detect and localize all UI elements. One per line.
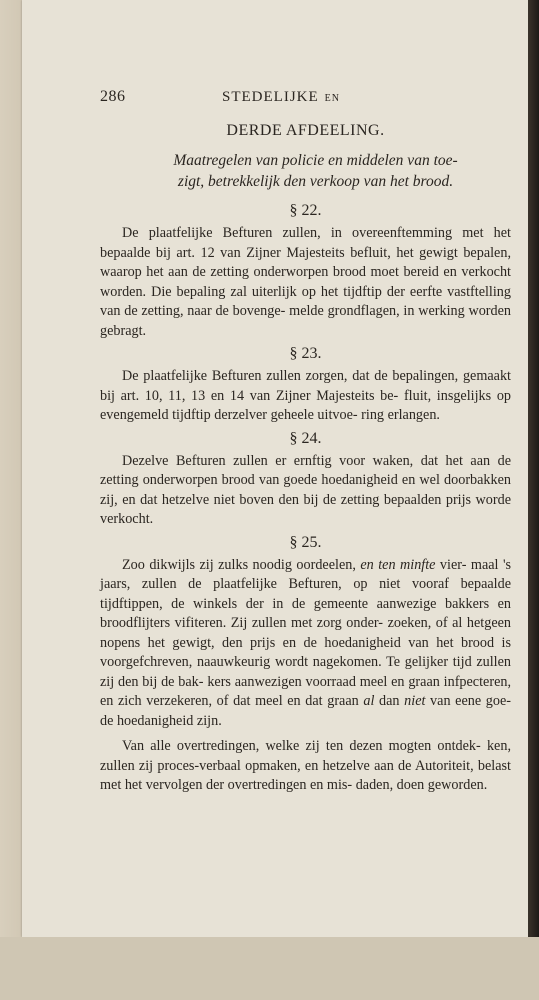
article-paragraph xyxy=(100,224,511,341)
text-segment: Zoo dikwijls zij zulks noodig oordeelen, xyxy=(122,556,361,573)
text-segment: van eene goe- xyxy=(425,693,511,709)
closing-paragraph xyxy=(100,737,511,796)
text-segment-italic: en ten minfte xyxy=(360,556,436,573)
page-number: 286 xyxy=(100,88,126,105)
article-mark: § 23. xyxy=(289,345,322,362)
article-paragraph xyxy=(100,367,511,426)
text-line: bepaalden prijs worde verkocht. xyxy=(100,491,512,527)
section-subtitle xyxy=(122,150,509,192)
text-line: melde grondflagen, in werking worden gebragt. xyxy=(100,303,512,339)
page-edge xyxy=(528,0,539,1000)
text-line: maal 's jaars, zullen de plaatfelijke Befturen, op niet vooraf xyxy=(100,556,512,592)
text-line: Van alle overtredingen, welke zij ten dezen mogten ontdek- xyxy=(122,738,481,754)
text-line: daden, doen geworden. xyxy=(355,777,488,793)
text-line: bakkers en broodflijters vifiteren. Zij zullen met zorg onder- xyxy=(100,595,512,631)
text-line: Autoriteit, belast met het vervolgen der overtredingen en mis- xyxy=(100,757,512,793)
text-line: de hoedanigheid zijn. xyxy=(100,712,222,729)
text-line: bepaalde tijdftippen, de winkels der in de gemeente aanwezige xyxy=(100,576,511,612)
page-text xyxy=(100,88,511,796)
scan-margin xyxy=(0,937,539,1000)
text-line: ring erlangen. xyxy=(361,407,440,423)
page-header xyxy=(100,88,511,114)
text-line: doorbakken zij, en dat hetzelve niet boven den bij de zetting xyxy=(100,472,512,508)
text-line: De plaatfelijke Befturen zullen, in overeenftemming met het xyxy=(122,225,511,241)
text-segment: dan xyxy=(374,693,405,709)
text-line: tijdftip der eerfte vastftelling van de zetting, naar de bovenge- xyxy=(100,283,511,319)
text-line: bepaalde bij art. 12 van Zijner Majesteits befluit, het gewigt xyxy=(100,244,458,261)
section-title: DERDE AFDEELING. xyxy=(226,122,385,139)
running-head-suffix: EN xyxy=(324,93,340,104)
running-head: STEDELIJKE xyxy=(222,89,319,105)
article-paragraph xyxy=(100,556,511,732)
text-line: De plaatfelijke Befturen zullen zorgen, dat de bepalingen, xyxy=(122,368,459,384)
text-line: fluit, insgelijks op evengemeld tijdftip derzelver geheele uitvoe- xyxy=(100,387,512,423)
text-line: bepalen, waarop het aan de zetting onderworpen brood moet xyxy=(100,244,511,280)
text-line: verzekeren, of dat meel en dat graan xyxy=(146,693,359,709)
article-paragraph xyxy=(100,452,511,530)
text-line: ken, zullen zij proces-verbaal opmaken, en hetzelve aan de xyxy=(100,738,511,774)
text-line: de zetting onderworpen brood van goede hoedanigheid en wel xyxy=(100,452,512,488)
text-line: bereid en verkocht worden. Die bepaling zal uiterlijk op het xyxy=(100,264,511,300)
text-line: zoeken, of al hetgeen nopens het gewigt, den prijs en de xyxy=(100,615,512,651)
text-line: hoedanigheid van het brood is voorgefchreven, naauwkeurig xyxy=(100,634,512,670)
text-segment-italic: al xyxy=(363,693,375,709)
text-line: Dezelve Befturen zullen er ernftig voor waken, dat het aan xyxy=(122,452,491,469)
article-mark: § 22. xyxy=(289,202,322,219)
article-mark: § 24. xyxy=(289,429,322,447)
subtitle-line: Maatregelen van policie en middelen van toe- xyxy=(173,152,458,169)
subtitle-line: zigt, betrekkelijk den verkoop van het brood. xyxy=(177,173,454,190)
text-line: gemaakt bij art. 10, 11, 13 en 14 van Zijner Majesteits be- xyxy=(100,368,511,404)
text-segment: vier- xyxy=(435,556,467,573)
text-line: wordt nagekomen. Te gelijker tijd zullen zij den bij de bak- xyxy=(100,654,511,690)
text-segment-italic: niet xyxy=(404,693,426,709)
text-line: kers aanwezigen voorraad meel en graan infpecteren, en zich xyxy=(100,673,512,709)
article-mark: § 25. xyxy=(289,533,322,551)
